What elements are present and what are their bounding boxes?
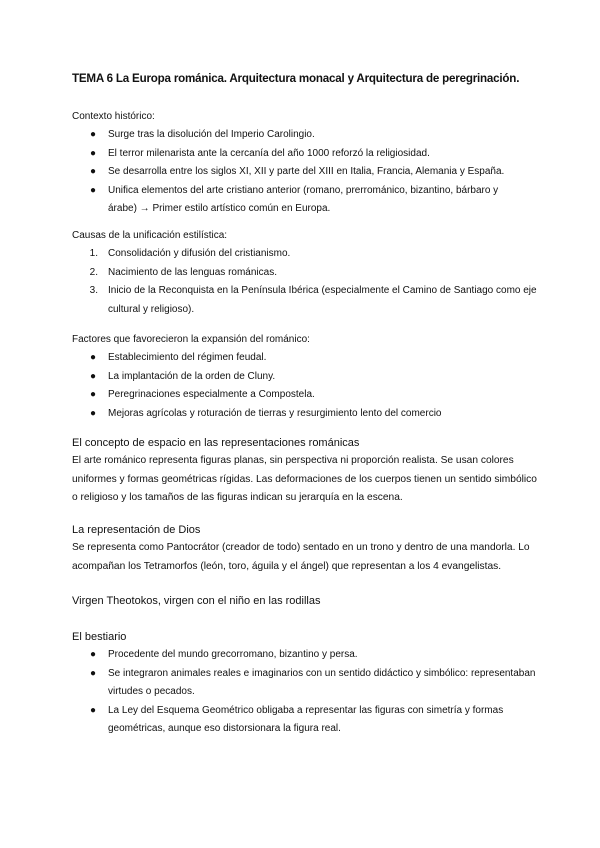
document-title: TEMA 6 La Europa románica. Arquitectura monacal y Arquitectura de peregrinación. — [72, 72, 520, 85]
bullet-icon: ● — [89, 166, 97, 177]
bullet-icon: ● — [89, 370, 97, 382]
list-item-text: Establecimiento del régimen feudal. — [108, 352, 267, 363]
list-item — [72, 126, 542, 145]
list-item-text: Se integraron animales reales e imaginarios con un sentido didáctico y simbólico: representaban virtudes o pecados. — [108, 667, 536, 697]
list-item — [72, 264, 542, 283]
list-item — [72, 245, 542, 264]
list-item-text: Consolidación y difusión del cristianismo. — [108, 248, 291, 259]
list-number: 2. — [89, 266, 98, 278]
list-item — [72, 282, 542, 319]
list-item — [72, 145, 542, 164]
list-item — [72, 386, 542, 405]
list-item-text: Surge tras la disolución del Imperio Carolingio. — [108, 129, 315, 140]
list-item-text: Se desarrolla entre los siglos XI, XII y parte del XIII en Italia, Francia, Alemania y España. — [108, 166, 505, 177]
section-causas — [72, 227, 542, 319]
section-paragraph: Virgen Theotokos, virgen con el niño en las rodillas — [72, 595, 321, 607]
bullet-icon: ● — [89, 649, 97, 660]
section-factores — [72, 331, 542, 423]
section-heading: El bestiario — [72, 631, 127, 643]
bullet-icon: ● — [89, 147, 97, 159]
list-item — [72, 665, 542, 702]
bullet-icon: ● — [89, 704, 97, 716]
list-item-text: Mejoras agrícolas y roturación de tierras y resurgimiento lento del comercio — [108, 407, 442, 419]
list-item — [72, 349, 542, 368]
list-item-text: La implantación de la orden de Cluny. — [108, 370, 276, 382]
list-item-text: Procedente del mundo grecorromano, bizantino y persa. — [108, 649, 358, 660]
list-item — [72, 646, 542, 665]
bullet-icon: ● — [89, 129, 97, 140]
bullet-icon: ● — [89, 352, 97, 363]
section-heading: Factores que favorecieron la expansión del románico: — [72, 334, 310, 345]
section-virgen — [72, 592, 542, 610]
section-heading: El concepto de espacio en las representaciones románicas — [72, 437, 360, 449]
bullet-icon: ● — [89, 407, 97, 419]
bullet-icon: ● — [89, 184, 97, 196]
section-paragraph: El arte románico representa figuras planas, sin perspectiva ni proporción realista. Se usan colores uniformes y formas geométricas rígidas. Las deformaciones de los cuerpos tienen un sentido simbólico o religioso y los tamaños de las figuras indican su jerarquía en la escena. — [72, 455, 537, 503]
list-item — [72, 163, 542, 182]
list-item — [72, 182, 542, 219]
list-item — [72, 702, 542, 739]
list-item — [72, 368, 542, 387]
section-heading: Causas de la unificación estilística: — [72, 230, 228, 241]
bullet-icon: ● — [89, 667, 97, 679]
section-heading: Contexto histórico: — [72, 111, 155, 122]
list-number: 3. — [89, 285, 98, 296]
section-dios — [72, 521, 542, 576]
list-item-text: La Ley del Esquema Geométrico obligaba a representar las figuras con simetría y formas geométricas, aunque eso distorsionara la figura real. — [108, 704, 504, 734]
bullet-list — [72, 646, 542, 739]
list-item-text: Peregrinaciones especialmente a Compostela. — [108, 389, 315, 400]
section-espacio — [72, 434, 542, 508]
section-contexto — [72, 108, 542, 219]
list-number: 1. — [89, 248, 98, 259]
list-item-text: Unifica elementos del arte cristiano anterior (romano, prerrománico, bizantino, bárbaro y árabe) → Primer estilo artístico común en Europa. — [108, 184, 499, 214]
list-item — [72, 405, 542, 424]
list-item-text: El terror milenarista ante la cercanía del año 1000 reforzó la religiosidad. — [108, 147, 430, 159]
list-item-text: Inicio de la Reconquista en la Península Ibérica (especialmente el Camino de Santiago como eje cultural y religioso). — [108, 285, 537, 315]
section-bestiario — [72, 628, 542, 739]
numbered-list — [72, 245, 542, 319]
bullet-list — [72, 349, 542, 423]
list-item-text: Nacimiento de las lenguas románicas. — [108, 266, 277, 278]
bullet-list — [72, 126, 542, 219]
bullet-icon: ● — [89, 389, 97, 400]
section-heading: La representación de Dios — [72, 524, 201, 536]
section-paragraph: Se representa como Pantocrátor (creador de todo) sentado en un trono y dentro de una mandorla. Lo acompañan los Tetramorfos (león, toro, águila y el ángel) que representan a los 4 evangelistas. — [72, 542, 530, 572]
